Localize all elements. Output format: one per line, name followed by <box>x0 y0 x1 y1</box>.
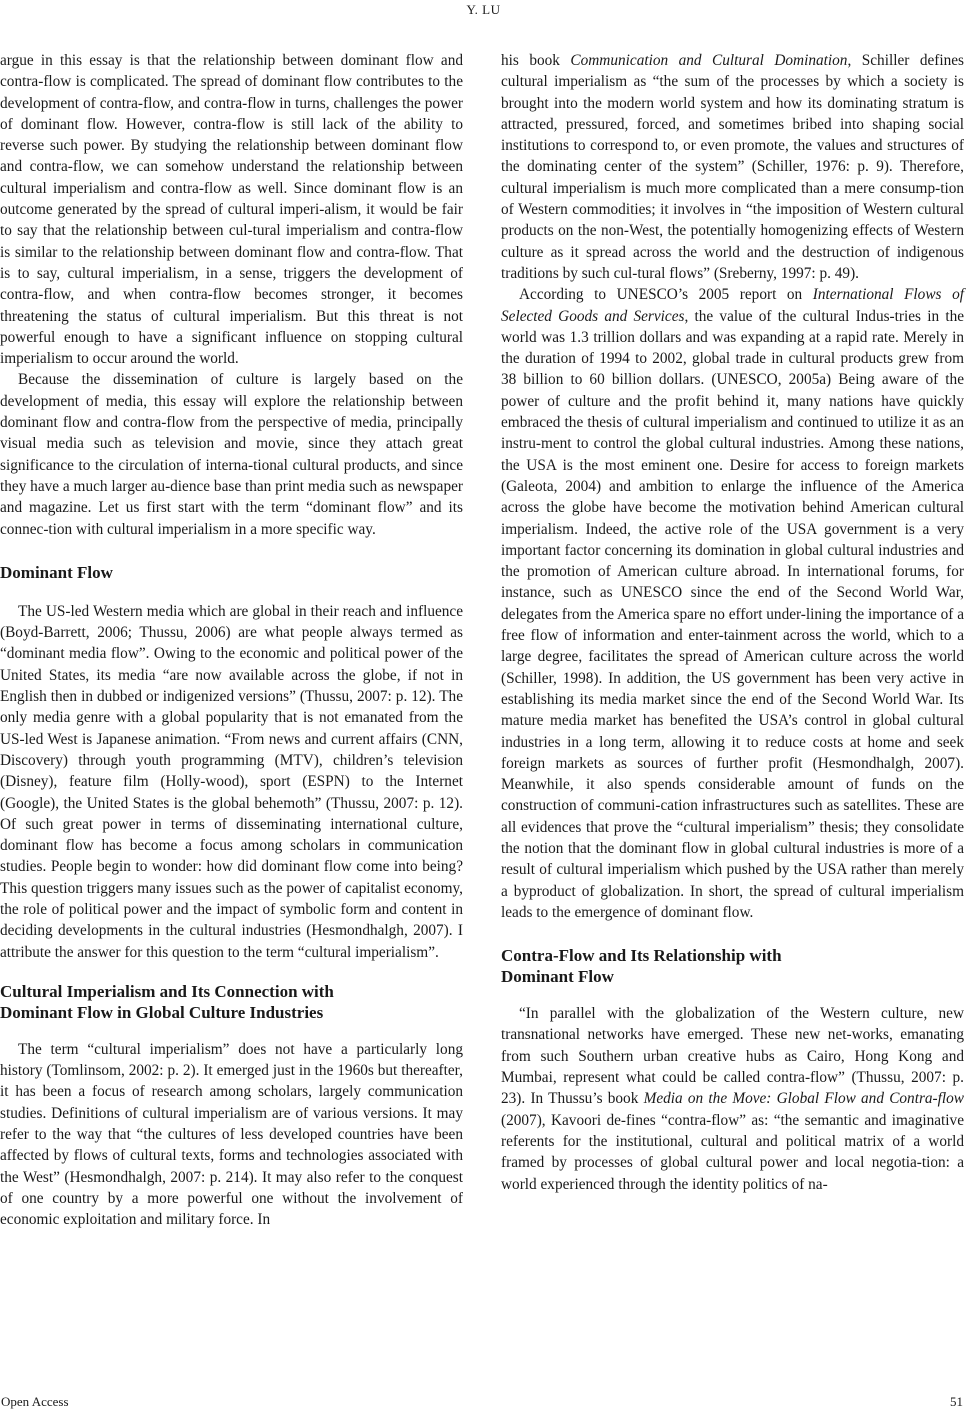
book-title-media-on-the-move: Media on the Move: Global Flow and Contra-flow <box>643 1090 964 1108</box>
heading-line-1: Cultural Imperialism and Its Connection with <box>0 981 334 1001</box>
paragraph-3: The US-led Western media which are global in their reach and influence (Boyd-Barrett, 2006; Thussu, 2006) are what people always termed as “dominant media flow”. Owing to the economic and political power of the United States, its media “are now available across the globe, if not in English then in dubbed or indigenized versions” (Thussu, 2007: p. 12). The only media genre with a global popularity that is not emanated from the US-led West is Japanese animation. “From news and current affairs (CNN, Discovery) through youth programming (MTV), children’s television (Disney), feature film (Holly-wood), sport (ESPN) to the Internet (Google), the United States is the global behemoth” (Thussu, 2007: p. 12). Of such great power in terms of disseminating international culture, dominant flow has become a focus among scholars in communication studies. People begin to wonder: how did dominant flow come into being? This question triggers many issues such as the power of capitalist economy, the role of political power and the impact of symbolic form and content in deciding developments in the cultural industries (Hesmondhalgh, 2007). I attribute the answer for this question to the term “cultural imperialism”. <box>0 602 463 961</box>
right-column <box>501 50 964 1195</box>
section-heading-contra-flow <box>501 945 964 987</box>
section-heading-cultural-imperialism <box>0 981 463 1023</box>
footer-open-access: Open Access <box>1 1394 69 1409</box>
heading-line-2: Dominant Flow <box>501 967 614 987</box>
paragraph-1: argue in this essay is that the relationship between dominant flow and contra-flow is complicated. The spread of dominant flow contributes to the development of contra-flow, and contra-flow in turns, challenges the power of dominant flow. However, contra-flow is still lack of the ability to reverse such power. By studying the relationship between dominant flow and contra-flow, we can somehow understand the relationship between cultural imperialism and contra-flow as well. Since dominant flow is an outcome generated by the spread of cultural imperi-alism, it would be fair to say that the relationship between cul-tural imperialism and contra-flow is similar to the relationship between dominant flow and contra-flow. That is to say, cultural imperialism, in a sense, triggers the development of contra-flow, and when contra-flow becomes stronger, it becomes threatening the status of cultural imperialism. But this threat is not powerful enough to have a significant influence on stopping cultural imperialism to occur around the world. <box>0 52 463 368</box>
paragraph-7 <box>501 1003 964 1195</box>
paragraph-7-text-b: (2007), Kavoori de-fines “contra-flow” as: “the semantic and imaginative referents for the institutional, cultural and political matrix of a world framed by processes of global cultural power and local negotia-tion: a world experienced through the identity politics of na- <box>501 1111 964 1193</box>
paragraph-4: The term “cultural imperialism” does not have a particularly long history (Tomlinsom, 2002: p. 2). It emerged just in the 1960s but thereafter, it has been a focus of research among scholars, largely communication studies. Definitions of cultural imperialism are of various versions. It may refer to the way that “the cultures of less developed countries have been affected by flows of cultural texts, forms and technologies associated with the West” (Hesmondhalgh, 2007: p. 214). It may also refer to the conquest of one country by a more powerful one without the involvement of economic exploitation and military force. In <box>0 1040 463 1229</box>
left-column <box>0 50 463 1231</box>
running-head: Y. LU <box>466 2 501 17</box>
page-number: 51 <box>950 1394 963 1409</box>
paragraph-5 <box>501 50 964 284</box>
book-title-communication-and-cultural-domination: Communication and Cultural Domination <box>570 52 848 69</box>
heading-line-2: Dominant Flow in Global Culture Industries <box>0 1002 324 1022</box>
paragraph-2: Because the dissemination of culture is largely based on the development of media, this essay will explore the relationship between dominant flow and contra-flow from the perspective of media, principally visual media such as television and movie, since they attach great significance to the circulation of interna-tional cultural products, and since they have a much larger au-dience base than print media such as newspaper and magazine. Let us first start with the term “dominant flow” and its connec-tion with cultural imperialism in a more specific way. <box>0 371 463 538</box>
paragraph-6-text-a: According to UNESCO’s 2005 report on <box>519 286 813 304</box>
section-heading-dominant-flow: Dominant Flow <box>0 562 113 582</box>
paragraph-6 <box>501 284 964 923</box>
report-title-international-flows: International Flows of Selected Goods and Services <box>501 286 964 325</box>
paragraph-7-text-a: “In parallel with the globalization of the Western culture, new transnational networks have emerged. These new net-works, emanating from such Southern urban creative hubs as Cairo, Hong Kong and Mumbai, represent what could be called contra-flow” (Thussu, 2007: p. 23). In Thussu’s book <box>501 1005 964 1108</box>
paragraph-5-text-a: his book <box>501 52 571 69</box>
heading-line-1: Contra-Flow and Its Relationship with <box>501 946 782 966</box>
paragraph-6-text-b: , the value of the cultural Indus-tries in the world was 1.3 trillion dollars and was expanding at a rapid rate. Merely in the duration of 1994 to 2002, global trade in cultural products grew from 38 billion to 60 billion dollars. (UNESCO, 2005a) Being aware of the power of culture and the profit behind it, many nations have quickly embraced the thesis of cultural imperialism and continued to utilize it as an instru-ment to control the global cultural industries. Among these nations, the USA is the most eminent one. Desire for access to foreign markets (Galeota, 2004) and ambition to enlarge the influence of the America across the globe have become the motivation behind American cultural imperialism. Indeed, the active role of the USA government is a very important factor concerning its domination in global cultural industries and the promotion of American culture abroad. In international forums, for instance, such as UNESCO since the end of the Second World War, delegates from the America spare no effort under-lining the importance of a free flow of information and enter-tainment across the world, which to a large degree, facilitates the spread of American culture across the world (Schiller, 1998). In addition, the US government has been very active in establishing its media market since the end of the Second World War. Its mature media market has benefited the USA’s control in global cultural industries in a long term, allowing it to reduce costs at home and seek foreign markets as sources of further profit (Hesmondhalgh, 2007). Meanwhile, it also spends considerable amount of funds on the construction of communi-cation infrastructures such as satellites. These are all evidences that prove the “cultural imperialism” thesis; they consolidate the notion that the dominant flow in global cultural industries is more of a result of cultural imperialism which pushed by the USA rather than merely a byproduct of globalization. In short, the spread of cultural imperialism leads to the emergence of dominant flow. <box>501 307 965 921</box>
paragraph-5-text-b: , Schiller defines cultural imperialism as “the sum of the processes by which a society is brought into the modern world system and how its dominating stratum is attracted, pressured, forced, and sometimes bribed into shaping social institutions to correspond to, or even promote, the values and structures of the dominating center of the system” (Schiller, 1976: p. 9). Therefore, cultural imperialism is much more complicated than a mere consump-tion of Western commodities; it involves in “the imposition of Western cultural products on the non-West, the potentially homogenizing effects of Western culture as it spread across the world and the destruction of indigenous traditions by such cul-tural flows” (Sreberny, 1997: p. 49). <box>501 52 964 282</box>
